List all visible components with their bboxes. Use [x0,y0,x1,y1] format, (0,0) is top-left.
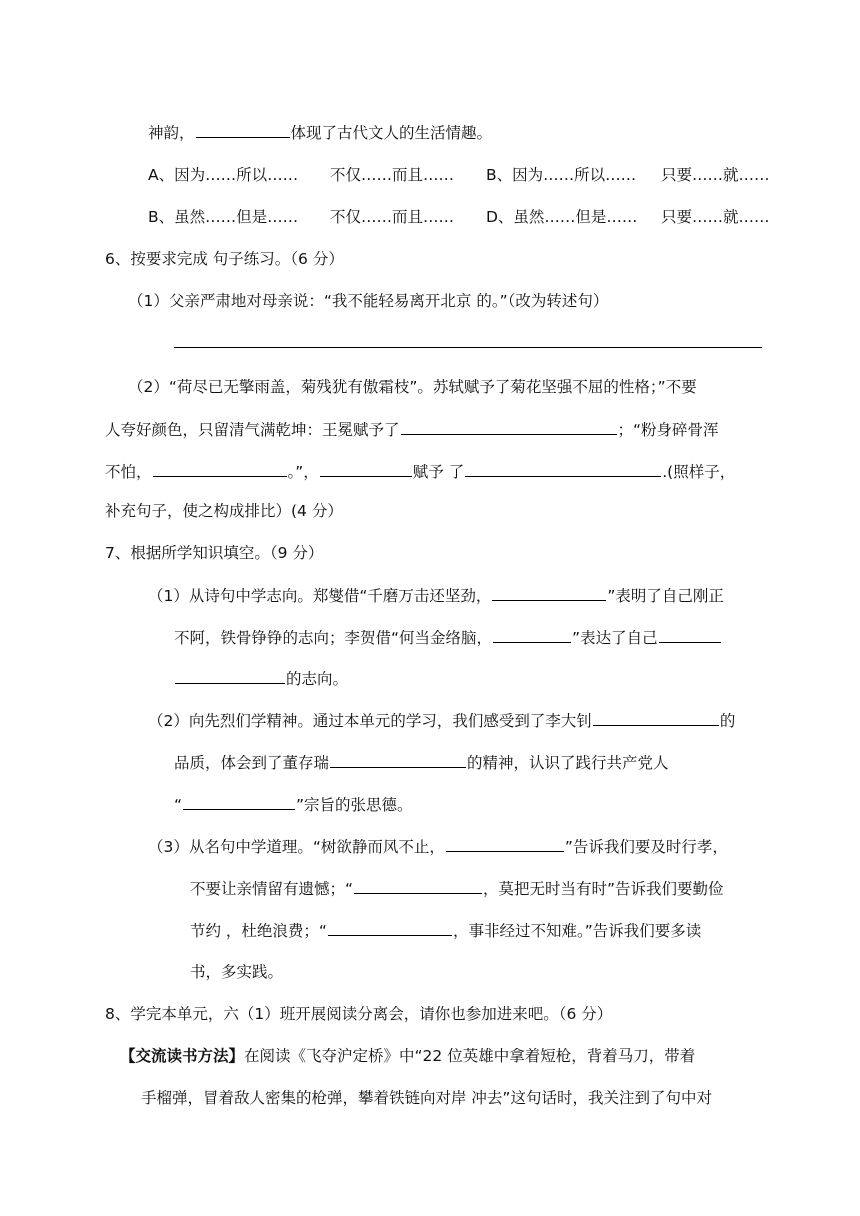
q7-p2-line2 [174,751,669,774]
text: ”告诉我们要及时行孝， [564,838,728,856]
answer-blank[interactable] [183,793,295,810]
text: ，莫把无时当有时”告诉我们要勤俭 [483,880,724,898]
q7-p3-line2 [190,877,724,900]
text: 。”， [287,463,319,481]
q7-p2-line1 [148,709,735,732]
q6-item1 [128,290,608,312]
option-a-2 [330,164,454,186]
text: 节约 ，杜绝浪费；“ [190,922,327,940]
text: 补充句子，使之构成排比）(4 分） [105,502,343,520]
text: （1）从诗句中学志向。郑燮借“千磨万击还坚劲， [148,587,492,605]
text: 神韵， [148,124,195,142]
section-label: 【交流读书方法】 [120,1047,245,1065]
option-d-part1: D、虽然……但是…… [486,208,638,226]
text: .(照样子， [662,463,736,481]
text: （2）向先烈们学精神。通过本单元的学习，我们感受到了李大钊 [148,712,592,730]
text: 的 [719,712,736,730]
option-a-part1: A、因为……所以…… [148,166,299,184]
text: 不怕， [105,463,152,481]
q6-item2-line2 [105,418,719,441]
q7-p3-line3 [190,919,701,942]
answer-blank[interactable] [493,626,571,643]
option-b-part2: 只要……就…… [661,166,770,184]
text: ，事非经过不知难。”告诉我们要多读 [452,922,702,940]
q8-line1 [120,1045,695,1067]
text: ”表达了自己 [572,629,658,647]
q7-title [105,542,323,564]
text: （1）父亲严肃地对母亲说：“我不能轻易离开北京 的。”（改为转述句） [128,292,609,310]
question-title: 8、学完本单元，六（1）班开展阅读分离会，请你也参加进来吧。（6 分） [105,1005,613,1023]
option-b [486,164,636,186]
text: 的精神，认识了践行共产党人 [467,754,669,772]
text: 的志向。 [286,670,349,688]
text: （3）从名句中学道理。“树欲静而风不止， [148,838,445,856]
answer-blank[interactable] [328,919,452,936]
answer-blank[interactable] [446,835,564,852]
q5-continuation [148,121,492,144]
text: （2）“荷尽已无擎雨盖，菊残犹有傲霜枝”。苏轼赋予了菊花坚强不屈的性格；”不要 [128,378,697,396]
option-c [148,206,298,228]
q7-p3-line1 [148,835,728,858]
answer-blank[interactable] [196,121,290,138]
q7-p1-line1 [148,584,724,607]
text: 书，多实践。 [190,963,284,981]
answer-blank[interactable] [465,460,661,477]
text: ”宗旨的张思德。 [296,796,413,814]
option-a [148,164,298,186]
text: 手榴弹，冒着敌人密集的枪弹，攀着铁链向对岸 冲去”这句话时，我关注到了句中对 [141,1089,712,1107]
q6-item2-line3 [105,460,735,483]
option-b-part1: B、因为……所以…… [486,166,637,184]
text: 不阿，铁骨铮铮的志向；李贺借“何当金络脑， [174,629,493,647]
answer-blank[interactable] [330,751,466,768]
option-b-2 [661,164,770,186]
option-c-2 [330,206,454,228]
q7-p2-line3 [174,793,413,816]
answer-blank[interactable] [175,667,285,684]
option-c-part1: B、虽然……但是…… [148,208,299,226]
text: “ [174,796,183,814]
option-d-part2: 只要……就…… [661,208,770,226]
answer-blank[interactable] [354,877,482,894]
q8-title [105,1003,612,1025]
option-c-part2: 不仅……而且…… [330,208,455,226]
text: 在阅读《飞夺沪定桥》中“22 位英雄中拿着短枪，背着马刀，带着 [244,1047,696,1065]
text: 人夸好颜色，只留清气满乾坤：王冕赋予了 [105,421,400,439]
answer-blank[interactable] [320,460,412,477]
answer-blank[interactable] [153,460,287,477]
text: ；“粉身碎骨浑 [617,421,719,439]
q6-item2-line4 [105,500,343,522]
text: 品质，体会到了董存瑞 [174,754,330,772]
answer-blank[interactable] [492,584,606,601]
answer-blank[interactable] [401,418,617,435]
question-title: 7、根据所学知识填空。（9 分） [105,544,324,562]
question-title: 6、按要求完成 句子练习。（6 分） [105,250,344,268]
answer-blank[interactable] [659,626,721,643]
text: ”表明了自己刚正 [607,587,724,605]
text: 赋予 了 [412,463,465,481]
q6-item2-line1 [128,376,697,398]
option-d [486,206,637,228]
text: 不要让亲情留有遗憾；“ [190,880,354,898]
q7-p1-line2 [174,626,722,649]
option-d-2 [661,206,770,228]
answer-blank[interactable] [593,709,719,726]
text: 体现了古代文人的生活情趣。 [290,124,493,142]
answer-line-full[interactable] [174,347,762,348]
q7-p1-line3 [174,667,348,690]
q8-line2 [141,1087,712,1109]
q6-title [105,248,344,270]
option-a-part2: 不仅……而且…… [330,166,455,184]
q7-p3-line4 [190,961,283,983]
